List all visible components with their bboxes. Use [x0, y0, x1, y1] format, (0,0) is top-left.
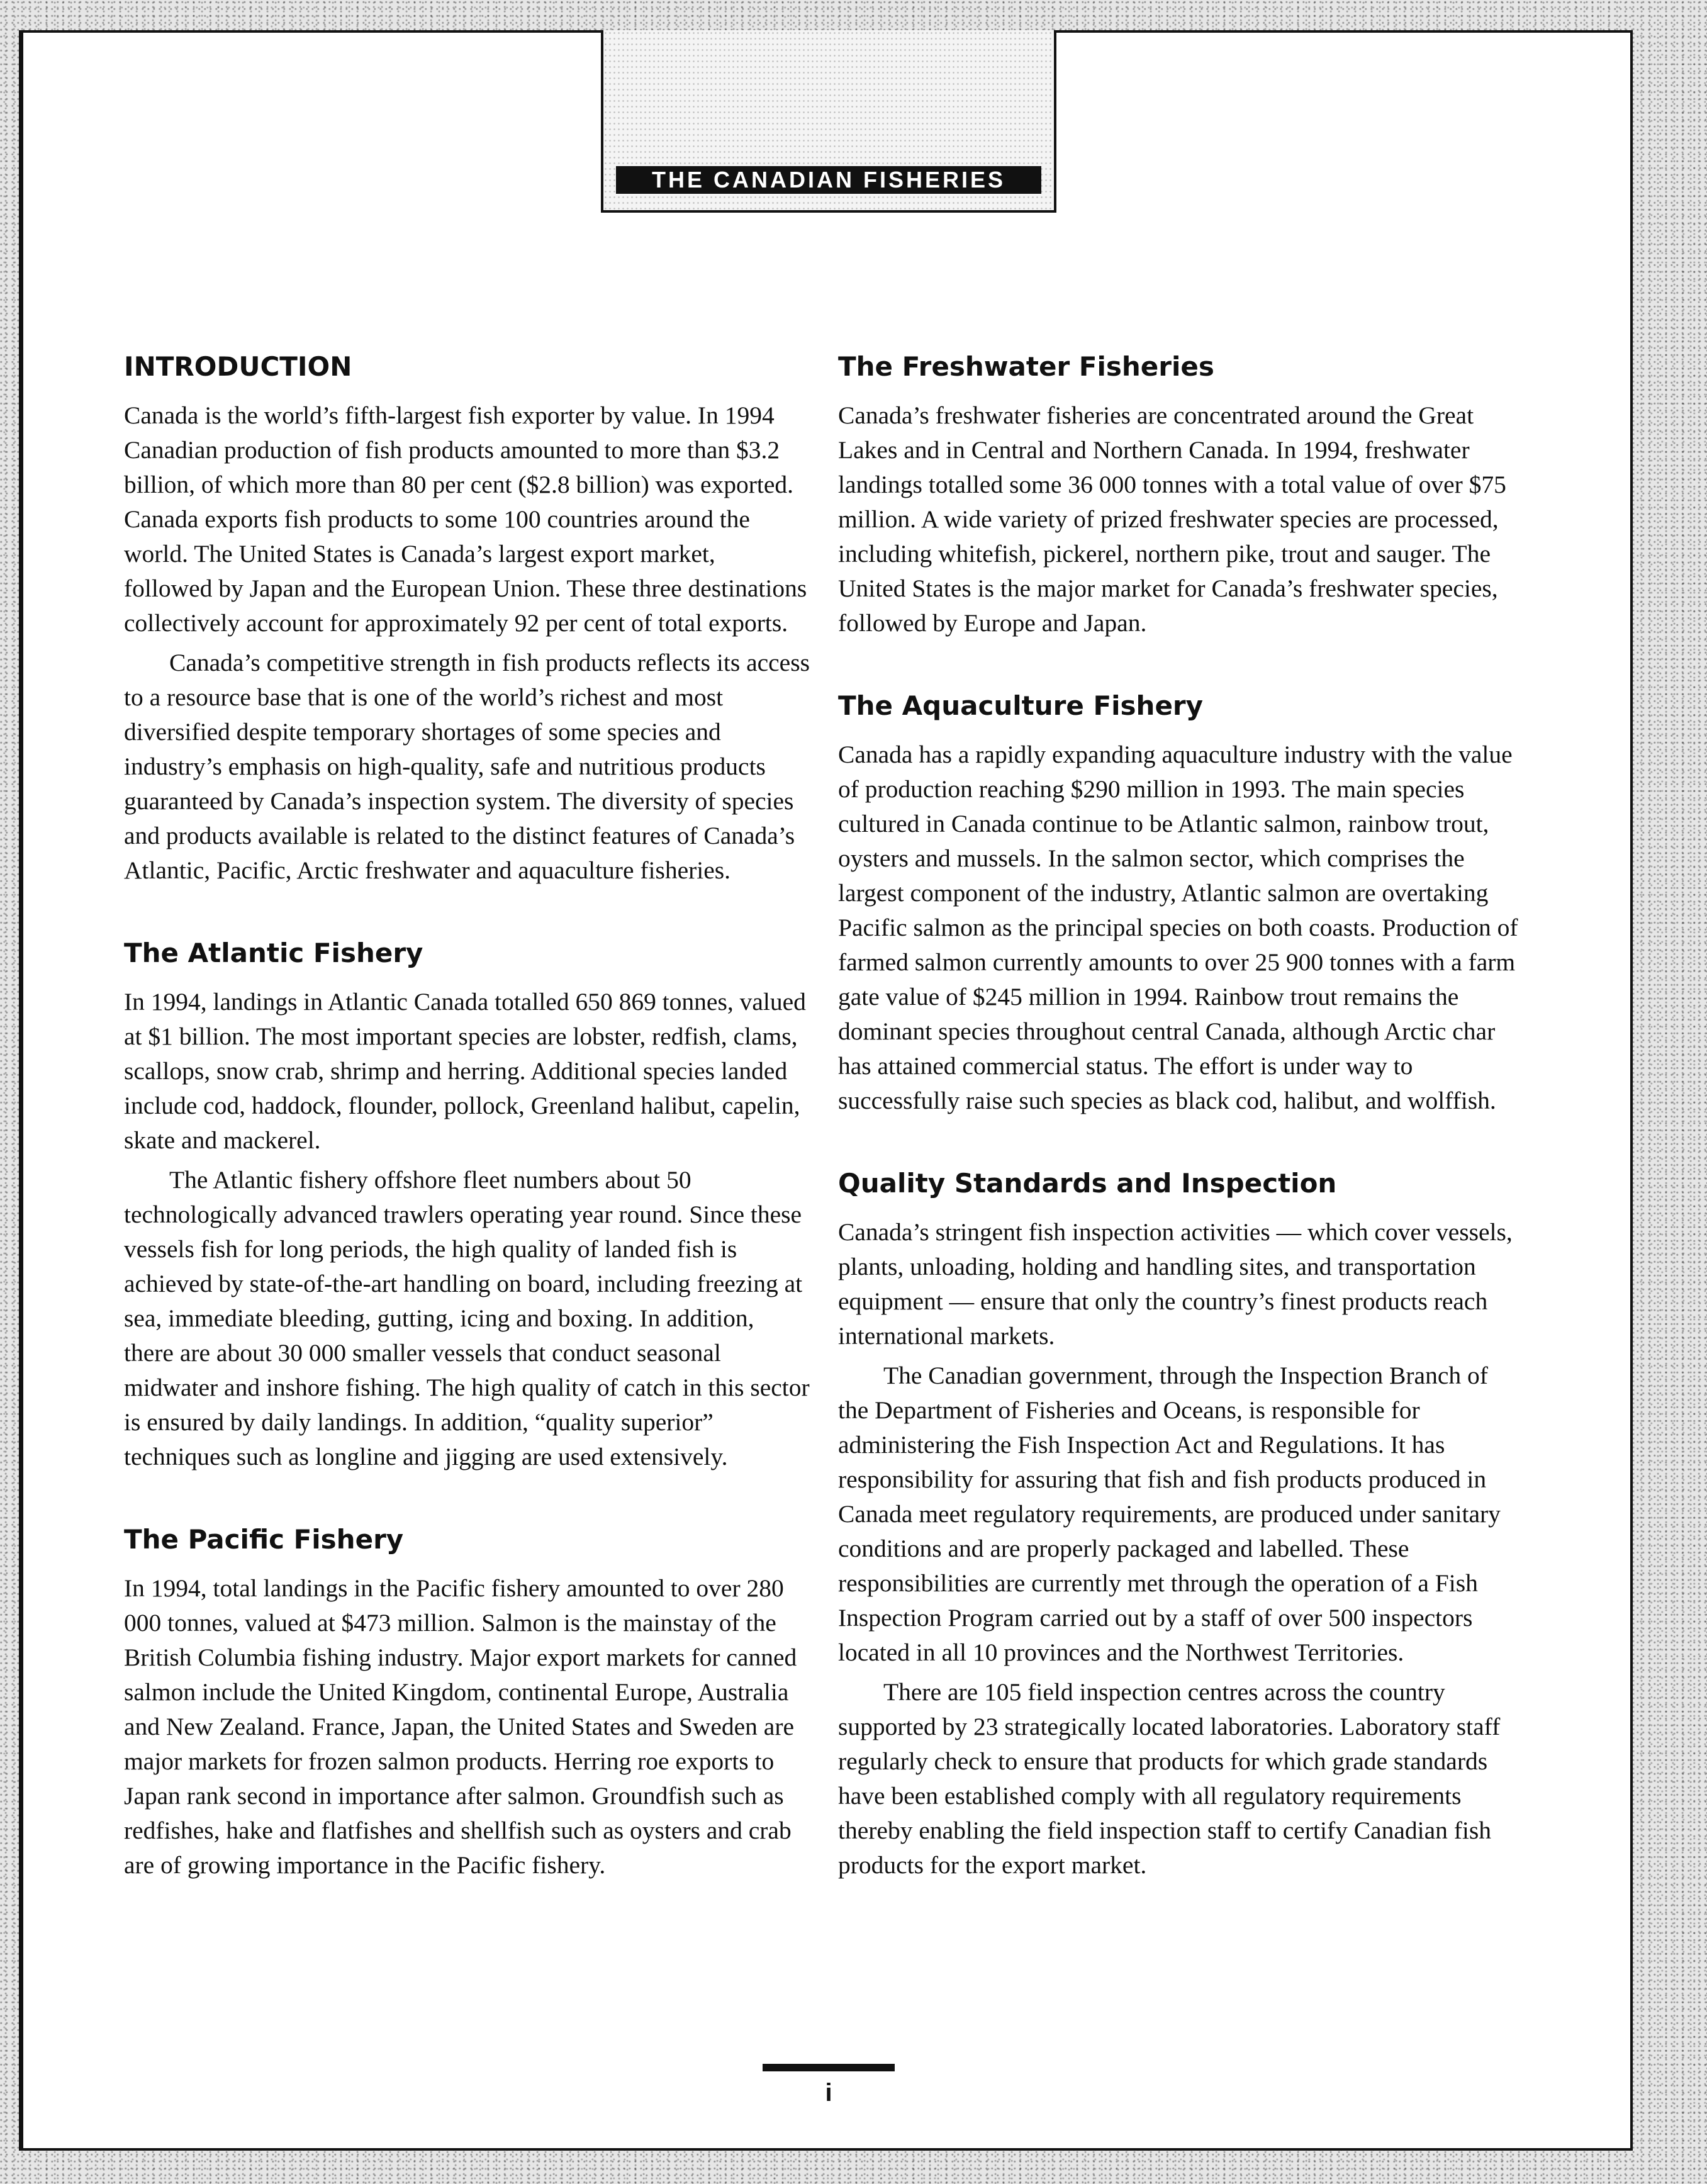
paragraph: In 1994, landings in Atlantic Canada totalled 650 869 tonnes, valued at $1 billion. The most important species are lobster, redfish, clams, scallops, snow crab, shrimp and herring. Additional species landed include cod, haddock, flounder, pollock, Greenland halibut, capelin, skate and mackerel.	[124, 988, 806, 1154]
section-quality-standards	[838, 1167, 1524, 1883]
right-column	[838, 350, 1524, 1932]
paragraph: Canada has a rapidly expanding aquaculture industry with the value of production reaching $290 million in 1993. The main species cultured in Canada continue to be Atlantic salmon, rainbow trout, oysters and mussels. In the salmon sector, which comprises the largest component of the industry, Atlantic salmon are overtaking Pacific salmon as the principal species on both coasts. Production of farmed salmon currently amounts to over 25 900 tonnes with a farm gate value of $245 million in 1994. Rainbow trout remains the dominant species throughout central Canada, although Arctic char has attained commercial status. The effort is under way to successfully raise such species as black cod, halibut, and wolffish.	[838, 741, 1518, 1114]
section-pacific-fishery	[124, 1523, 810, 1883]
section-heading: The Freshwater Fisheries	[838, 351, 1214, 382]
header-banner	[601, 30, 1056, 213]
paragraph: Canada’s stringent fish inspection activities — which cover vessels, plants, unloading, holding and handling sites, and transportation equipment — ensure that only the country’s finest products reach international markets.	[838, 1218, 1513, 1350]
paragraph: Canada’s freshwater fisheries are concentrated around the Great Lakes and in Central and Northern Canada. In 1994, freshwater landings totalled some 36 000 tonnes with a total value of over $75 million. A wide variety of prized freshwater species are processed, including whitefish, pickerel, northern pike, trout and sauger. The United States is the major market for Canada’s freshwater species, followed by Europe and Japan.	[838, 401, 1506, 637]
section-freshwater-fisheries	[838, 350, 1524, 641]
section-heading: The Atlantic Fishery	[124, 938, 423, 968]
page-number: i	[825, 2079, 832, 2107]
paragraph: Canada’s competitive strength in fish products reflects its access to a resource base that is one of the world’s richest and most diversified despite temporary shortages of some species and industry’s emphasis on high-quality, safe and nutritious products guaranteed by Canada’s inspection system. The diversity of species and products available is related to the distinct features of Canada’s Atlantic, Pacific, Arctic freshwater and aquaculture fisheries.	[124, 649, 810, 884]
section-atlantic-fishery	[124, 937, 810, 1474]
footer-rule	[763, 2064, 895, 2071]
paragraph: There are 105 field inspection centres across the country supported by 23 strategically located laboratories. Laboratory staff regularly check to ensure that products for which grade standards have been established comply with all regulatory requirements thereby enabling the field inspection staff to certify Canadian fish products for the export market.	[838, 1678, 1501, 1879]
document-page	[19, 30, 1633, 2151]
page-title: THE CANADIAN FISHERIES	[616, 166, 1041, 194]
paragraph: In 1994, total landings in the Pacific fishery amounted to over 280 000 tonnes, valued at $473 million. Salmon is the mainstay of the British Columbia fishing industry. Major export markets for canned salmon include the United Kingdom, continental Europe, Australia and New Zealand. France, Japan, the United States and Sweden are major markets for frozen salmon products. Herring roe exports to Japan rank second in importance after salmon. Groundfish such as redfishes, hake and flatfishes and shellfish such as oysters and crab are of growing importance in the Pacific fishery.	[124, 1574, 797, 1879]
section-heading: The Pacific Fishery	[124, 1524, 404, 1555]
left-column	[124, 350, 810, 1932]
paragraph: Canada is the world’s fifth-largest fish exporter by value. In 1994 Canadian production of fish products amounted to more than $3.2 billion, of which more than 80 per cent ($2.8 billion) was exported. Canada exports fish products to some 100 countries around the world. The United States is Canada’s largest export market, followed by Japan and the European Union. These three destinations collectively account for approximately 92 per cent of total exports.	[124, 401, 807, 637]
paragraph: The Atlantic fishery offshore fleet numbers about 50 technologically advanced trawlers operating year round. Since these vessels fish for long periods, the high quality of landed fish is achieved by state-of-the-art handling on board, including freezing at sea, immediate bleeding, gutting, icing and boxing. In addition, there are about 30 000 smaller vessels that conduct seasonal midwater and inshore fishing. The high quality of catch in this sector is ensured by daily landings. In addition, “quality superior” techniques such as longline and jigging are used extensively.	[124, 1166, 810, 1470]
section-heading: The Aquaculture Fishery	[838, 690, 1204, 721]
section-introduction	[124, 350, 810, 888]
section-heading: INTRODUCTION	[124, 351, 352, 382]
section-heading: Quality Standards and Inspection	[838, 1168, 1337, 1199]
section-aquaculture-fishery	[838, 690, 1524, 1118]
paragraph: The Canadian government, through the Inspection Branch of the Department of Fisheries and Oceans, is responsible for administering the Fish Inspection Act and Regulations. It has responsibility for assuring that fish and fish products produced in Canada meet regulatory requirements, are produced under sanitary conditions and are properly packaged and labelled. These responsibilities are currently met through the operation of a Fish Inspection Program carried out by a staff of over 500 inspectors located in all 10 provinces and the Northwest Territories.	[838, 1362, 1501, 1666]
